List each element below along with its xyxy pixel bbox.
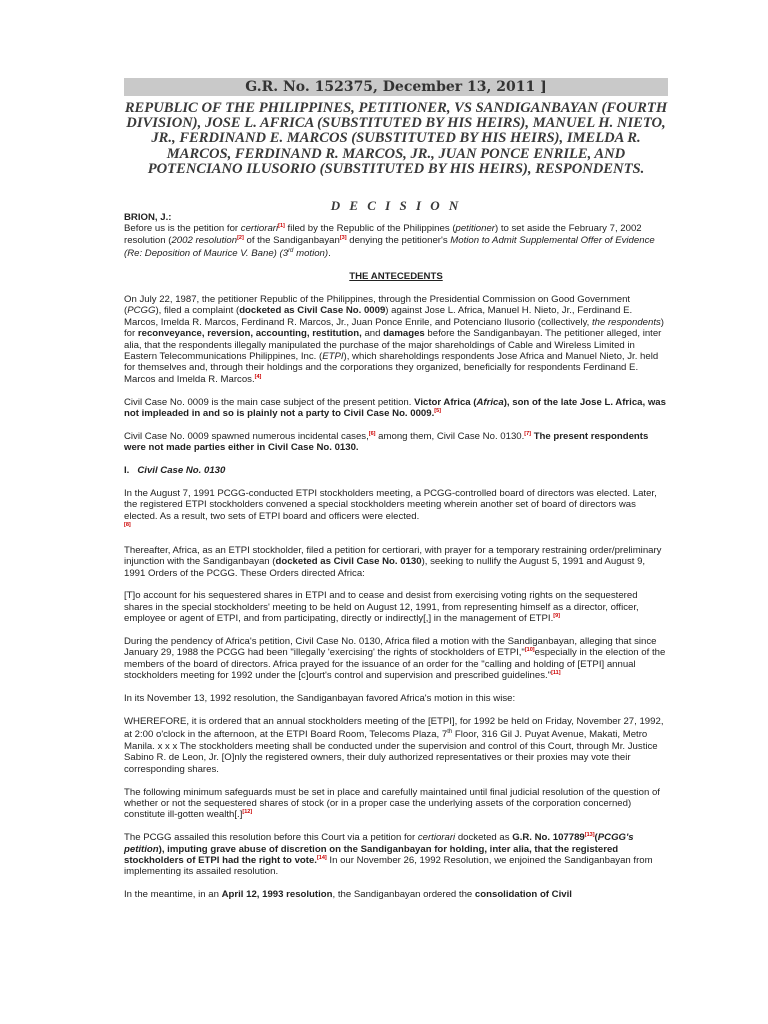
footnote-link[interactable]: [4] <box>254 373 262 380</box>
footnote-link[interactable]: [13] <box>584 831 595 838</box>
section-heading-civil-case-0130: I. Civil Case No. 0130 <box>124 465 226 477</box>
paragraph-incidental-cases: Civil Case No. 0009 spawned numerous incidental cases,[6] among them, Civil Case No. 0130.[7] The present respondents were not made parties either in Civil Case No. 0130. <box>124 430 649 454</box>
case-number-bar <box>124 78 668 96</box>
footnote-link[interactable]: [14] <box>316 854 327 861</box>
paragraph-africa-motion: During the pendency of Africa's petition, Civil Case No. 0130, Africa filed a motion with the Sandiganbayan, alleging that since January 29, 1988 the PCGG had been "illegally 'exercising' the rights of stockholders of ETPI,"[10]especially in the election of the members of the board of directors. Africa prayed for the issuance of an order for the "calling and holding of [ETPI] annual stockholders meeting for 1992 under the [c]ourt's control and supervision and prescribed guidelines."[11] <box>124 636 666 682</box>
paragraph-main-case: Civil Case No. 0009 is the main case subject of the present petition. Victor Africa (Africa), son of the late Jose L. Africa, was not impleaded in and so is plainly not a party to Civil Case No. 0009.[5] <box>124 396 666 420</box>
footnote-link[interactable]: [6] <box>368 430 376 437</box>
paragraph-complaint: On July 22, 1987, the petitioner Republic of the Philippines, through the Presidential Commission on Good Government (PCGG), filed a complaint (docketed as Civil Case No. 0009) against Jose L. Africa, Manuel H. Nieto, Jr., Ferdinand E. Marcos, Imelda R. Marcos, Ferdinand R. Marcos, Jr., Juan Ponce Enrile, and Potenciano Ilusorio (collectively, the respondents) for reconveyance, reversion, accounting, restitution, and damages before the Sandiganbayan. The petitioner alleged, inter alia, that the respondents illegally manipulated the purchase of the major shareholdings of Cable and Wireless Limited in Eastern Telecommunications Philippines, Inc. (ETPI), which shareholdings respondents Jose Africa and Manuel Nieto, Jr. held for themselves and, through their holdings and the corporations they organized, beneficially for respondents Ferdinand E. Marcos and Imelda R. Marcos.[4] <box>124 294 664 385</box>
footnote-link[interactable]: [9] <box>553 613 560 620</box>
ponente: BRION, J.: <box>124 212 172 223</box>
footnote-link[interactable]: [11] <box>551 670 561 677</box>
quote-safeguards: The following minimum safeguards must be set in place and carefully maintained until final judicial resolution of the question of whether or not the sequestered shares of stock (or in a proper case the underlying assets of the corporation concerned) constitute ill-gotten wealth[.][12] <box>124 786 660 821</box>
paragraph-consolidation: In the meantime, in an April 12, 1993 resolution, the Sandiganbayan ordered the consolidation of Civil <box>124 889 572 901</box>
antecedents-heading: THE ANTECEDENTS <box>349 271 443 283</box>
case-number-title: G.R. No. 152375, December 13, 2011 ] <box>245 79 547 95</box>
intro-paragraph: Before us is the petition for certiorari[1] filed by the Republic of the Philippines (petitioner) to set aside the February 7, 2002 resolution (2002 resolution[2] of the Sandiganbayan[3] denying the petitioner's Motion to Admit Supplemental Offer of Evidence (Re: Deposition of Maurice V. Bane) (3rd motion). <box>124 223 655 260</box>
quote-pcgg-orders: [T]o account for his sequestered shares in ETPI and to cease and desist from exercising voting rights on the sequestered shares in the special stockholders' meeting to be held on August 12, 1991, from representing himself as a director, officer, employee or agent of ETPI, and from participating, directly or indirectly[,] in the management of ETPI.[9] <box>124 590 639 625</box>
decision-heading: D E C I S I O N <box>330 198 462 213</box>
footnote-link[interactable]: [1] <box>278 223 285 230</box>
footnote-link[interactable]: [2] <box>237 234 244 241</box>
quote-wherefore: WHEREFORE, it is ordered that an annual stockholders meeting of the [ETPI], for 1992 be held on Friday, November 27, 1992, at 2:00 o'clock in the afternoon, at the ETPI Board Room, Telecoms Plaza, 7th Floor, 316 Gil J. Puyat Avenue, Makati, Metro Manila. x x x The stockholders meeting shall be conducted under the supervision and control of this Court, through Mr. Justice Sabino R. de Leon, Jr. [O]nly the registered owners, their duly authorized representatives or their proxies may vote their corresponding shares. <box>124 715 664 775</box>
case-parties: REPUBLIC OF THE PHILIPPINES, PETITIONER, VS SANDIGANBAYAN (FOURTH DIVISION), JOSE L. AFRICA (SUBSTITUTED BY HIS HEIRS), MANUEL H. NIETO, JR., FERDINAND E. MARCOS (SUBSTITUTED BY HIS HEIRS), IMELDA R. MARCOS, FERDINAND R. MARCOS, JR., JUAN PONCE ENRILE, AND POTENCIANO ILUSORIO (SUBSTITUTED BY HIS HEIRS), RESPONDENTS. <box>124 100 668 177</box>
footnote-link[interactable]: [5] <box>434 407 442 414</box>
paragraph-pcgg-petition: The PCGG assailed this resolution before this Court via a petition for certiorari docketed as G.R. No. 107789[13](PCGG's petition), imputing grave abuse of discretion on the Sandiganbayan for holding, inter alia, that the registered stockholders of ETPI had the right to vote.[14] In our November 26, 1992 Resolution, we enjoined the Sandiganbayan from implementing its assailed resolution. <box>124 831 653 878</box>
paragraph-certiorari-petition: Thereafter, Africa, as an ETPI stockholder, filed a petition for certiorari, with prayer for a temporary restraining order/preliminary injunction with the Sandiganbayan (docketed as Civil Case No. 0130), seeking to nullify the August 5, 1991 and August 9, 1991 Orders of the PCGG. These Orders directed Africa: <box>124 544 662 579</box>
paragraph-stockholders-meeting: In the August 7, 1991 PCGG-conducted ETPI stockholders meeting, a PCGG-controlled board of directors was elected. Later, the registered ETPI stockholders convened a special stockholders meeting wherein another set of board of directors was elected. As a result, two sets of ETPI board and officers were elected. [8] <box>124 487 657 528</box>
footnote-link[interactable]: [3] <box>339 234 347 241</box>
footnote-link[interactable]: [12] <box>242 809 253 816</box>
paragraph-november-resolution: In its November 13, 1992 resolution, the Sandiganbayan favored Africa's motion in this wise: <box>124 693 516 705</box>
footnote-link[interactable]: [7] <box>524 430 532 437</box>
footnote-link[interactable]: [8] <box>124 521 131 528</box>
footnote-link[interactable]: [10] <box>524 647 535 654</box>
decision-body <box>124 212 668 912</box>
